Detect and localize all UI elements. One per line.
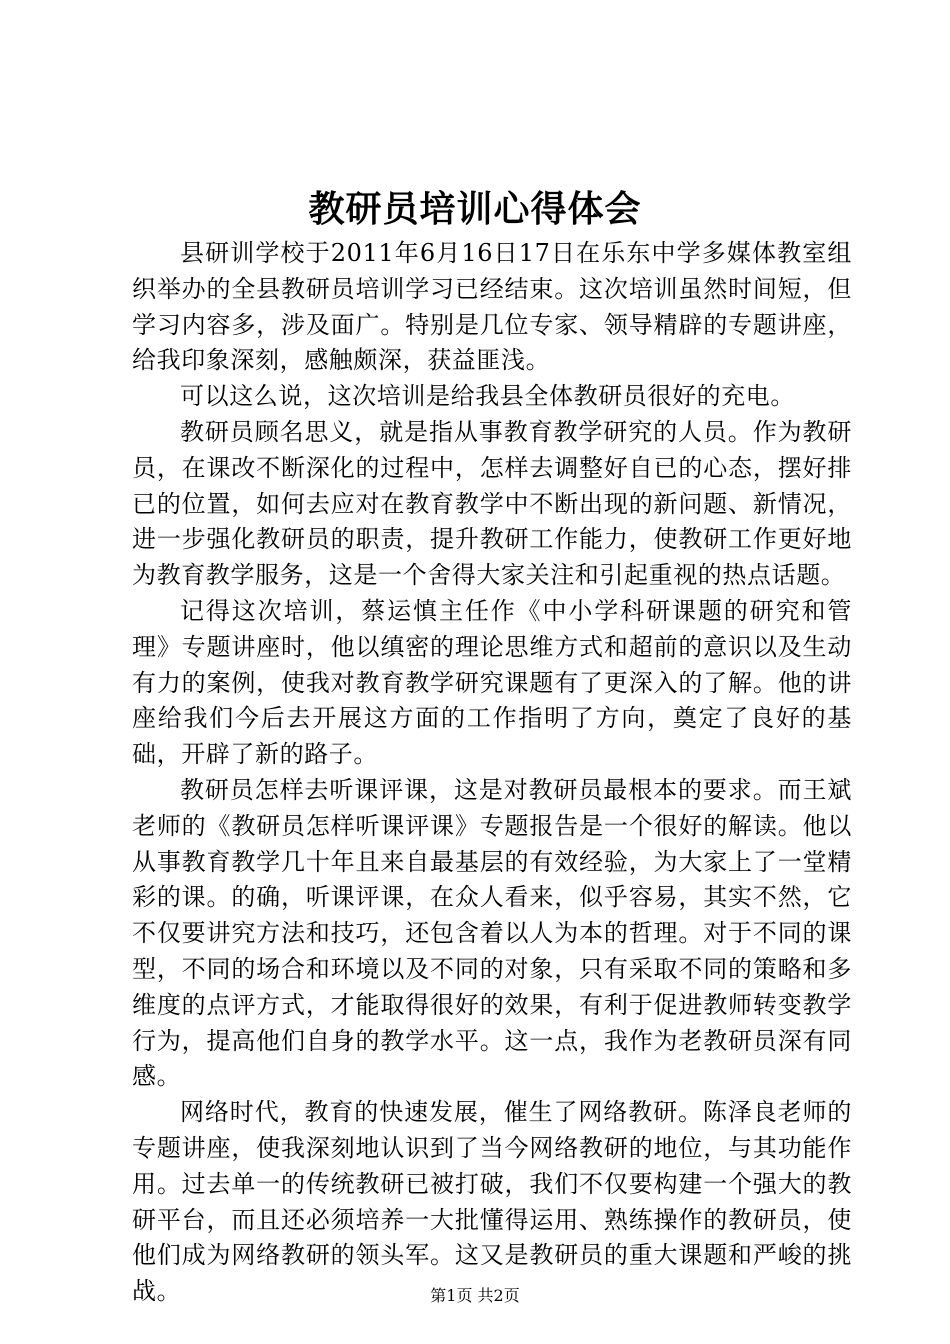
- document-title: 教研员培训心得体会: [308, 189, 642, 230]
- paragraph-4: 记得这次培训，蔡运慎主任作《中小学科研课题的研究和管理》专题讲座时，他以缜密的理论思维方式和超前的意识以及生动有力的案例，使我对教育教学研究课题有了更深入的了解。他的讲座给我们今后去开展这方面的工作指明了方向，奠定了良好的基础，开辟了新的路子。: [132, 596, 852, 769]
- paragraph-5: 教研员怎样去听课评课，这是对教研员最根本的要求。而王斌老师的《教研员怎样听课评课》专题报告是一个很好的解读。他以从事教育教学几十年且来自最基层的有效经验，为大家上了一堂精彩的课。的确，听课评课，在众人看来，似乎容易，其实不然，它不仅要讲究方法和技巧，还包含着以人为本的哲理。对于不同的课型，不同的场合和环境以及不同的对象，只有采取不同的策略和多维度的点评方式，才能取得很好的效果，有利于促进教师转变教学行为，提高他们自身的教学水平。这一点，我作为老教研员深有同感。: [132, 775, 852, 1091]
- paragraph-1: 县研训学校于2011年6月16日17日在乐东中学多媒体教室组织举办的全县教研员培训学习已经结束。这次培训虽然时间短，但学习内容多，涉及面广。特别是几位专家、领导精辟的专题讲座，给我印象深刻，感触颇深，获益匪浅。: [132, 239, 852, 375]
- paragraph-6: 网络时代，教育的快速发展，催生了网络教研。陈泽良老师的专题讲座，使我深刻地认识到了当今网络教研的地位，与其功能作用。过去单一的传统教研已被打破，我们不仅要构建一个强大的教研平台，而且还必须培养一大批懂得运用、熟练操作的教研员，使他们成为网络教研的领头军。这又是教研员的重大课题和严峻的挑战。: [132, 1098, 852, 1306]
- paragraph-3: 教研员顾名思义，就是指从事教育教学研究的人员。作为教研员，在课改不断深化的过程中，怎样去调整好自已的心态，摆好排已的位置，如何去应对在教育教学中不断出现的新问题、新情况，进一步强化教研员的职责，提升教研工作能力，使教研工作更好地为教育教学服务，这是一个舍得大家关注和引起重视的热点话题。: [132, 417, 852, 590]
- paragraph-2: 可以这么说，这次培训是给我县全体教研员很好的充电。: [180, 382, 795, 411]
- page-footer: 第1页 共2页: [430, 1286, 520, 1305]
- document-body: [132, 236, 852, 1310]
